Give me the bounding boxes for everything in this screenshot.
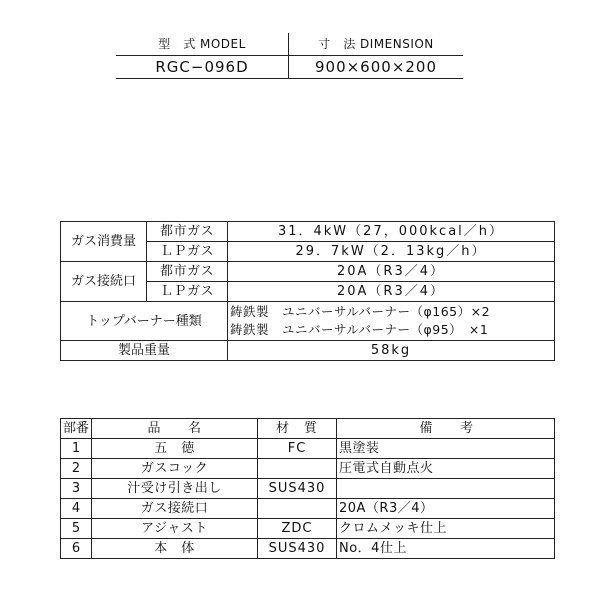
part-number: 1 (61, 439, 92, 459)
part-name: 五 徳 (92, 439, 258, 459)
part-note: 20A（R3／4） (337, 499, 555, 519)
gas-consumption-lp-value: 29．7kW（2．13kg／h） (228, 242, 555, 262)
weight-value: 58kg (228, 341, 555, 361)
part-number: 6 (61, 539, 92, 559)
model-table-value-row (116, 56, 463, 79)
gas-connection-lp-value: 20A（R3／4） (228, 282, 555, 302)
part-material: FC (258, 439, 337, 459)
part-number: 5 (61, 519, 92, 539)
material-header: 材 質 (258, 419, 337, 439)
part-note: 黒塗装 (337, 439, 555, 459)
part-name: ガス接続口 (92, 499, 258, 519)
parts-header-row (61, 419, 555, 439)
part-number: 3 (61, 479, 92, 499)
table-row (61, 439, 555, 459)
gas-connection-lp-label: ＬＰガス (147, 282, 228, 302)
part-name: 本 体 (92, 539, 258, 559)
gas-connection-city-value: 20A（R3／4） (228, 262, 555, 282)
model-value: RGC−096D (116, 56, 289, 79)
gas-connection-label: ガス接続口 (61, 262, 147, 302)
model-table-header-row (116, 33, 463, 56)
part-name: 汁受け引き出し (92, 479, 258, 499)
dimension-header: 寸 法 DIMENSION (289, 33, 464, 56)
gas-connection-city-label: 都市ガス (147, 262, 228, 282)
weight-label: 製品重量 (61, 341, 228, 361)
top-burner-line-1: 鋳鉄製 ユニバーサルバーナー（φ165）×2 (230, 304, 491, 319)
top-burner-line-2: 鋳鉄製 ユニバーサルバーナー（φ95） ×1 (230, 322, 489, 337)
part-note (337, 479, 555, 499)
table-row (61, 459, 555, 479)
part-material: SUS430 (258, 539, 337, 559)
part-material (258, 459, 337, 479)
gas-consumption-lp-label: ＬＰガス (147, 242, 228, 262)
gas-consumption-city-label: 都市ガス (147, 222, 228, 242)
part-number-header: 部番 (61, 419, 92, 439)
spec-row-top-burner (61, 302, 555, 341)
part-number: 4 (61, 499, 92, 519)
table-row (61, 519, 555, 539)
spec-row-weight (61, 341, 555, 361)
part-note: クロムメッキ仕上 (337, 519, 555, 539)
part-name-header: 品 名 (92, 419, 258, 439)
spec-table (60, 221, 555, 361)
parts-table (60, 418, 555, 559)
part-number: 2 (61, 459, 92, 479)
part-note: No．4仕上 (337, 539, 555, 559)
part-note: 圧電式自動点火 (337, 459, 555, 479)
model-header: 型 式 MODEL (116, 33, 289, 56)
top-burner-label: トップバーナー種類 (61, 302, 228, 341)
gas-consumption-label: ガス消費量 (61, 222, 147, 262)
part-name: ガスコック (92, 459, 258, 479)
table-row (61, 479, 555, 499)
note-header: 備 考 (337, 419, 555, 439)
top-burner-value (228, 302, 555, 341)
gas-consumption-city-value: 31．4kW（27，000kcal／h） (228, 222, 555, 242)
table-row (61, 539, 555, 559)
spec-row-gas-connection-city (61, 262, 555, 282)
part-name: アジャスト (92, 519, 258, 539)
dimension-value: 900×600×200 (289, 56, 464, 79)
part-material: SUS430 (258, 479, 337, 499)
part-material: ZDC (258, 519, 337, 539)
part-material (258, 499, 337, 519)
model-dimension-table (116, 33, 463, 79)
table-row (61, 499, 555, 519)
spec-row-gas-consumption-city (61, 222, 555, 242)
